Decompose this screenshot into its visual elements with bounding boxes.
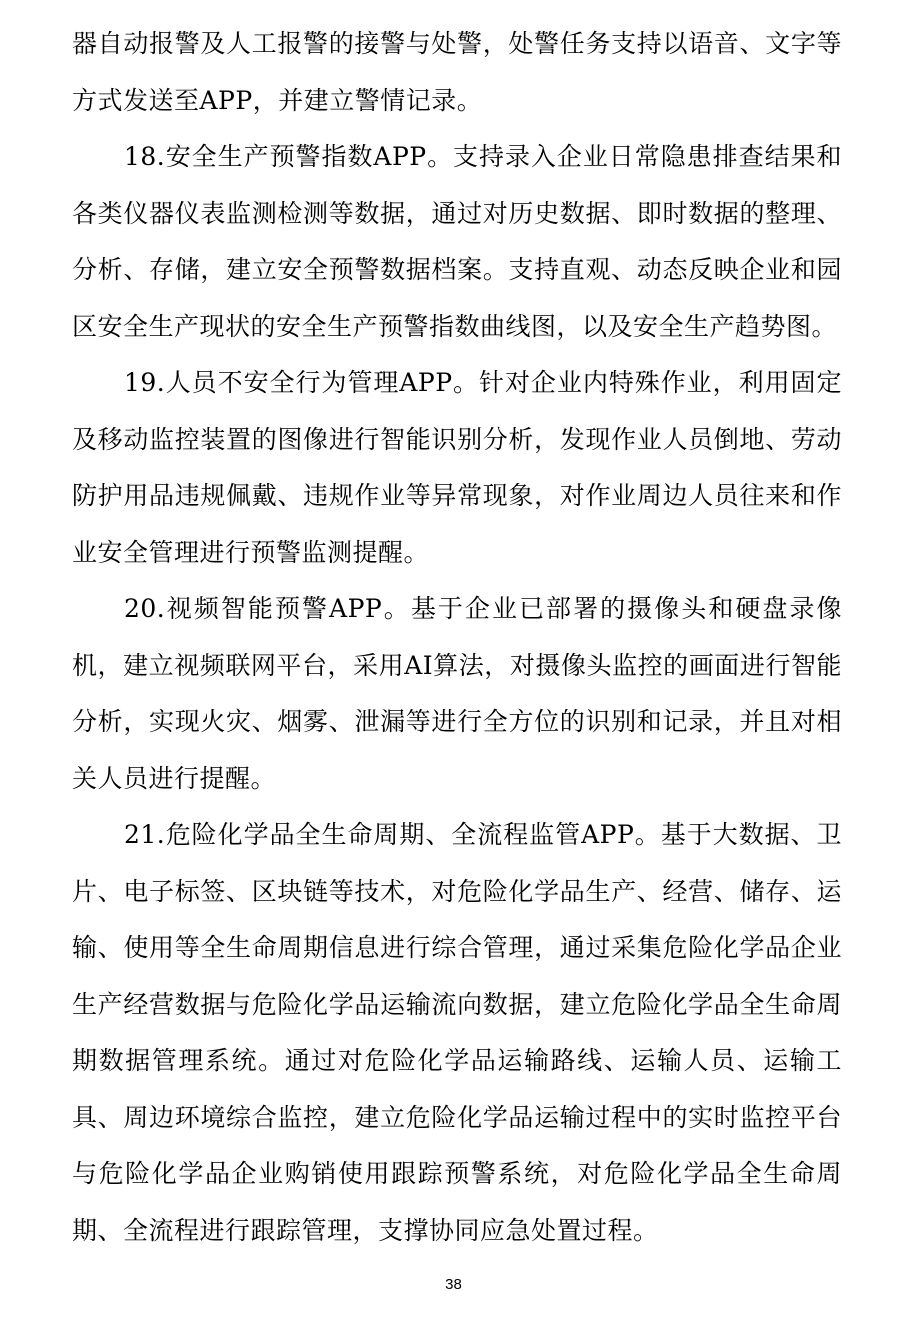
paragraph-21: 21.危险化学品全生命周期、全流程监管APP。基于大数据、卫片、电子标签、区块链等技术，对危险化学品生产、经营、储存、运输、使用等全生命周期信息进行综合管理，通过采集危险化学品企业生产经营数据与危险化学品运输流向数据，建立危险化学品全生命周期数据管理系统。通过对危险化学品运输路线、运输人员、运输工具、周边环境综合监控，建立危险化学品运输过程中的实时监控平台与危险化学品企业购销使用跟踪预警系统，对危险化学品全生命周期、全流程进行跟踪管理，支撑协同应急处置过程。 — [72, 820, 842, 1245]
page-number: 38 — [445, 1276, 462, 1293]
document-body — [72, 16, 842, 1259]
paragraph-17-continuation: 器自动报警及人工报警的接警与处警，处警任务支持以语音、文字等方式发送至APP，并建立警情记录。 — [72, 29, 842, 115]
paragraph-19: 19.人员不安全行为管理APP。针对企业内特殊作业，利用固定及移动监控装置的图像进行智能识别分析，发现作业人员倒地、劳动防护用品违规佩戴、违规作业等异常现象，对作业周边人员往来和作业安全管理进行预警监测提醒。 — [72, 368, 842, 567]
paragraph-18: 18.安全生产预警指数APP。支持录入企业日常隐患排查结果和各类仪器仪表监测检测等数据，通过对历史数据、即时数据的整理、分析、存储，建立安全预警数据档案。支持直观、动态反映企业和园区安全生产现状的安全生产预警指数曲线图，以及安全生产趋势图。 — [72, 142, 842, 341]
paragraph-20: 20.视频智能预警APP。基于企业已部署的摄像头和硬盘录像机，建立视频联网平台，采用AI算法，对摄像头监控的画面进行智能分析，实现火灾、烟雾、泄漏等进行全方位的识别和记录，并且对相关人员进行提醒。 — [72, 594, 842, 793]
